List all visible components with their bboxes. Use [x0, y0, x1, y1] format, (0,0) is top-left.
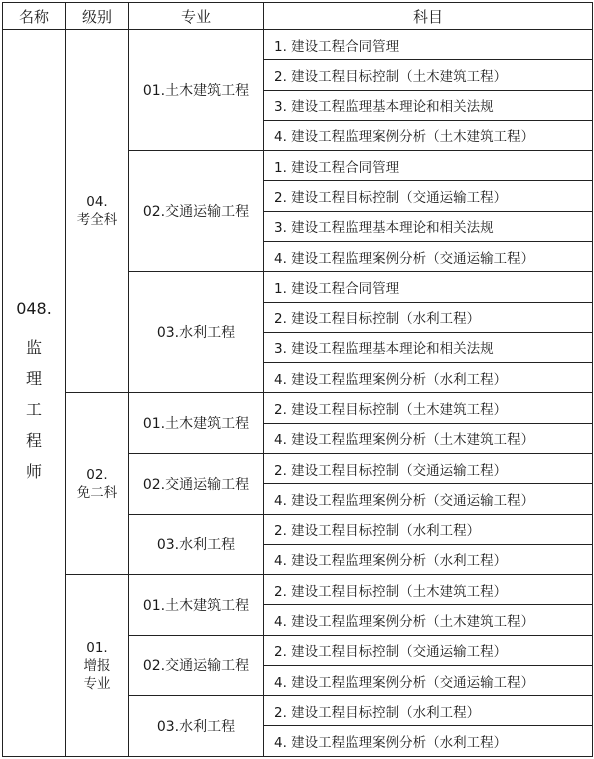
level-code: 02. [86, 466, 108, 483]
level-cell [66, 393, 129, 575]
subject-cell: 3. 建设工程监理基本理论和相关法规 [264, 332, 593, 362]
subject-cell: 1. 建设工程合同管理 [264, 151, 593, 181]
header-major: 专业 [129, 3, 264, 30]
major-cell: 03.水利工程 [129, 514, 264, 575]
major-cell: 03.水利工程 [129, 696, 264, 757]
level-label: 免二科 [76, 484, 118, 501]
table-body [3, 30, 593, 757]
qualification-name-char: 工 [25, 400, 42, 419]
level-cell [66, 575, 129, 757]
subject-cell: 4. 建设工程监理案例分析（交通运输工程） [264, 665, 593, 695]
major-cell: 03.水利工程 [129, 272, 264, 393]
header-level: 级别 [66, 3, 129, 30]
subject-cell: 2. 建设工程目标控制（交通运输工程） [264, 453, 593, 483]
subject-cell: 4. 建设工程监理案例分析（水利工程） [264, 726, 593, 757]
subject-cell: 2. 建设工程目标控制（交通运输工程） [264, 181, 593, 211]
header-row [3, 3, 593, 30]
table-row [3, 575, 593, 605]
subject-cell: 4. 建设工程监理案例分析（交通运输工程） [264, 241, 593, 271]
subject-cell: 2. 建设工程目标控制（水利工程） [264, 514, 593, 544]
table-row [3, 30, 593, 60]
level-label: 增报 [83, 657, 111, 674]
subject-cell: 4. 建设工程监理案例分析（土木建筑工程） [264, 605, 593, 635]
level-cell [66, 30, 129, 393]
level-code: 04. [86, 194, 108, 211]
qualification-name-char: 监 [25, 338, 42, 357]
level-code: 01. [86, 639, 108, 656]
subject-cell: 4. 建设工程监理案例分析（水利工程） [264, 363, 593, 393]
subject-cell: 2. 建设工程目标控制（土木建筑工程） [264, 393, 593, 423]
subject-cell: 3. 建设工程监理基本理论和相关法规 [264, 90, 593, 120]
qualification-name-char: 理 [25, 369, 42, 388]
subject-cell: 1. 建设工程合同管理 [264, 30, 593, 60]
subject-cell: 4. 建设工程监理案例分析（交通运输工程） [264, 484, 593, 514]
major-cell: 02.交通运输工程 [129, 635, 264, 696]
subject-cell: 1. 建设工程合同管理 [264, 272, 593, 302]
subject-cell: 4. 建设工程监理案例分析（土木建筑工程） [264, 423, 593, 453]
level-label: 专业 [83, 675, 111, 692]
subject-cell: 3. 建设工程监理基本理论和相关法规 [264, 211, 593, 241]
subject-cell: 2. 建设工程目标控制（土木建筑工程） [264, 60, 593, 90]
qualification-code: 048. [16, 299, 52, 318]
subject-cell: 2. 建设工程目标控制（水利工程） [264, 696, 593, 726]
major-cell: 02.交通运输工程 [129, 453, 264, 514]
subject-cell: 4. 建设工程监理案例分析（土木建筑工程） [264, 120, 593, 150]
table-row [3, 393, 593, 423]
level-label: 考全科 [76, 212, 118, 229]
subjects-table [2, 2, 593, 757]
major-cell: 01.土木建筑工程 [129, 30, 264, 151]
qualification-name-char: 师 [25, 462, 42, 481]
qualification-name-char: 程 [25, 431, 42, 450]
subject-cell: 2. 建设工程目标控制（土木建筑工程） [264, 575, 593, 605]
major-cell: 02.交通运输工程 [129, 151, 264, 272]
subject-cell: 2. 建设工程目标控制（交通运输工程） [264, 635, 593, 665]
subject-cell: 2. 建设工程目标控制（水利工程） [264, 302, 593, 332]
header-subject: 科目 [264, 3, 593, 30]
qualification-name-cell [3, 30, 66, 757]
subject-cell: 4. 建设工程监理案例分析（水利工程） [264, 544, 593, 574]
major-cell: 01.土木建筑工程 [129, 575, 264, 636]
header-name: 名称 [3, 3, 66, 30]
major-cell: 01.土木建筑工程 [129, 393, 264, 454]
